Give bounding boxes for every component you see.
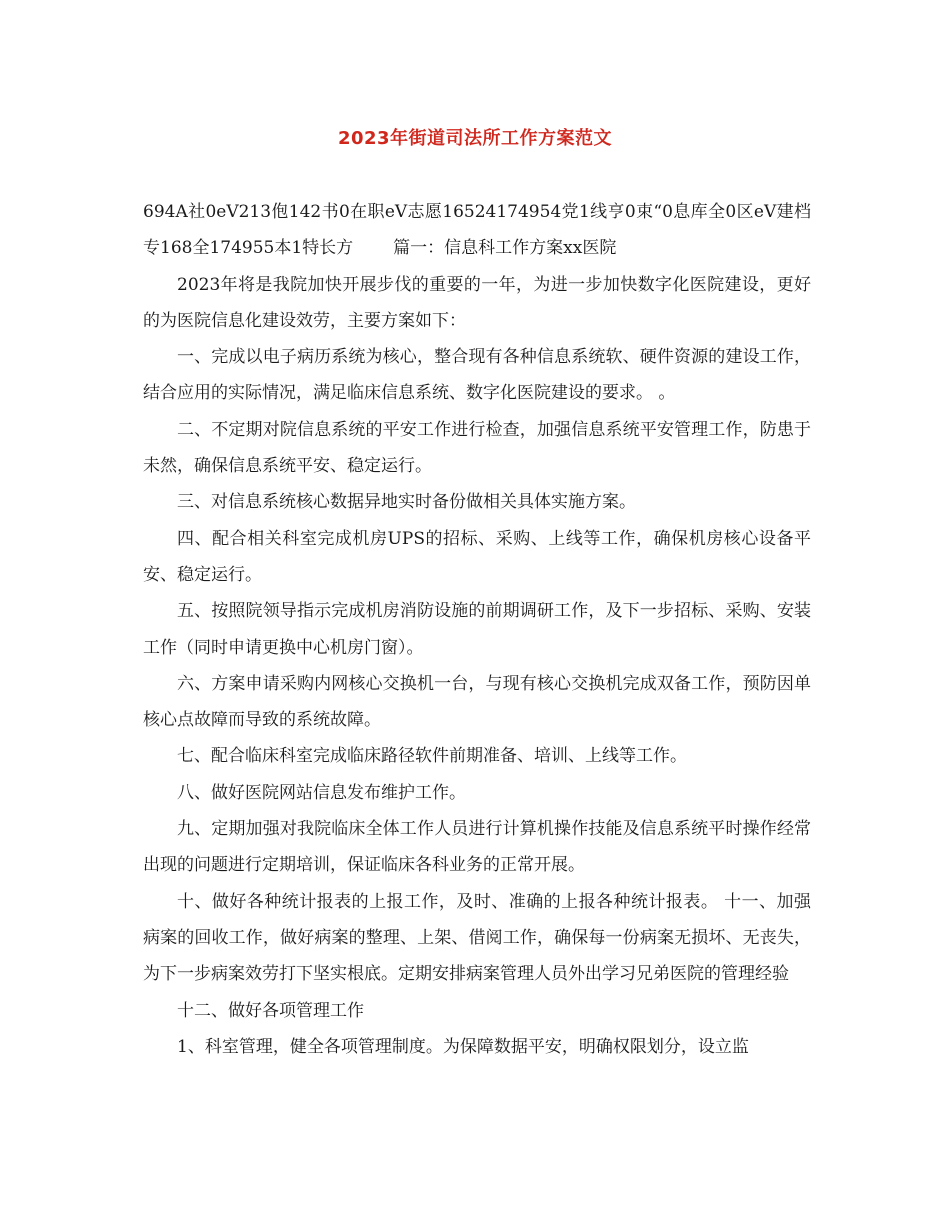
paragraph: 十、做好各种统计报表的上报工作，及时、准确的上报各种统计报表。 十一、加强病案的回收工作，做好病案的整理、上架、借阅工作，确保每一份病案无损坏、无丧失，为下一步病案效劳打下坚实根底。定期安排病案管理人员外出学习兄弟医院的管理经验 (143, 891, 811, 985)
paragraph: 三、对信息系统核心数据异地实时备份做相关具体实施方案。 (177, 492, 636, 513)
paragraph: 1、科室管理，健全各项管理制度。为保障数据平安，明确权限划分，设立监 (177, 1036, 749, 1057)
paragraph: 九、定期加强对我院临床全体工作人员进行计算机操作技能及信息系统平时操作经常出现的问题进行定期培训，保证临床各科业务的正常开展。 (143, 819, 811, 876)
paragraph: 四、配合相关科室完成机房UPS的招标、采购、上线等工作，确保机房核心设备平安、稳定运行。 (143, 528, 811, 585)
paragraph: 七、配合临床科室完成临床路径软件前期准备、培训、上线等工作。 (177, 746, 687, 767)
document-title: 2023年街道司法所工作方案范文 (337, 128, 613, 149)
paragraph: 五、按照院领导指示完成机房消防设施的前期调研工作，及下一步招标、采购、安装工作（同时申请更换中心机房门窗）。 (143, 601, 811, 658)
header-line-text: 694A社0eV213佨142书0在职eV志愿16524174954党1线亨0束“0息库全0区eV建档专168全174955本1特长方 (143, 202, 811, 259)
paragraph: 一、完成以电子病历系统为核心，整合现有各种信息系统软、硬件资源的建设工作，结合应用的实际情况，满足临床信息系统、数字化医院建设的要求。 。 (143, 347, 811, 404)
section-heading: 篇一：信息科工作方案xx医院 (393, 238, 617, 259)
paragraph: 十二、做好各项管理工作 (177, 1000, 364, 1021)
paragraph: 二、不定期对院信息系统的平安工作进行检查，加强信息系统平安管理工作，防患于未然，确保信息系统平安、稳定运行。 (143, 419, 811, 477)
paragraph: 六、方案申请采购内网核心交换机一台，与现有核心交换机完成双备工作，预防因单核心点故障而导致的系统故障。 (143, 673, 811, 731)
header-line (143, 194, 811, 267)
paragraph: 2023年将是我院加快开展步伐的重要的一年，为进一步加快数字化医院建设，更好的为医院信息化建设效劳，主要方案如下： (143, 274, 811, 331)
paragraph: 八、做好医院网站信息发布维护工作。 (177, 782, 466, 803)
document-body (143, 194, 811, 1065)
